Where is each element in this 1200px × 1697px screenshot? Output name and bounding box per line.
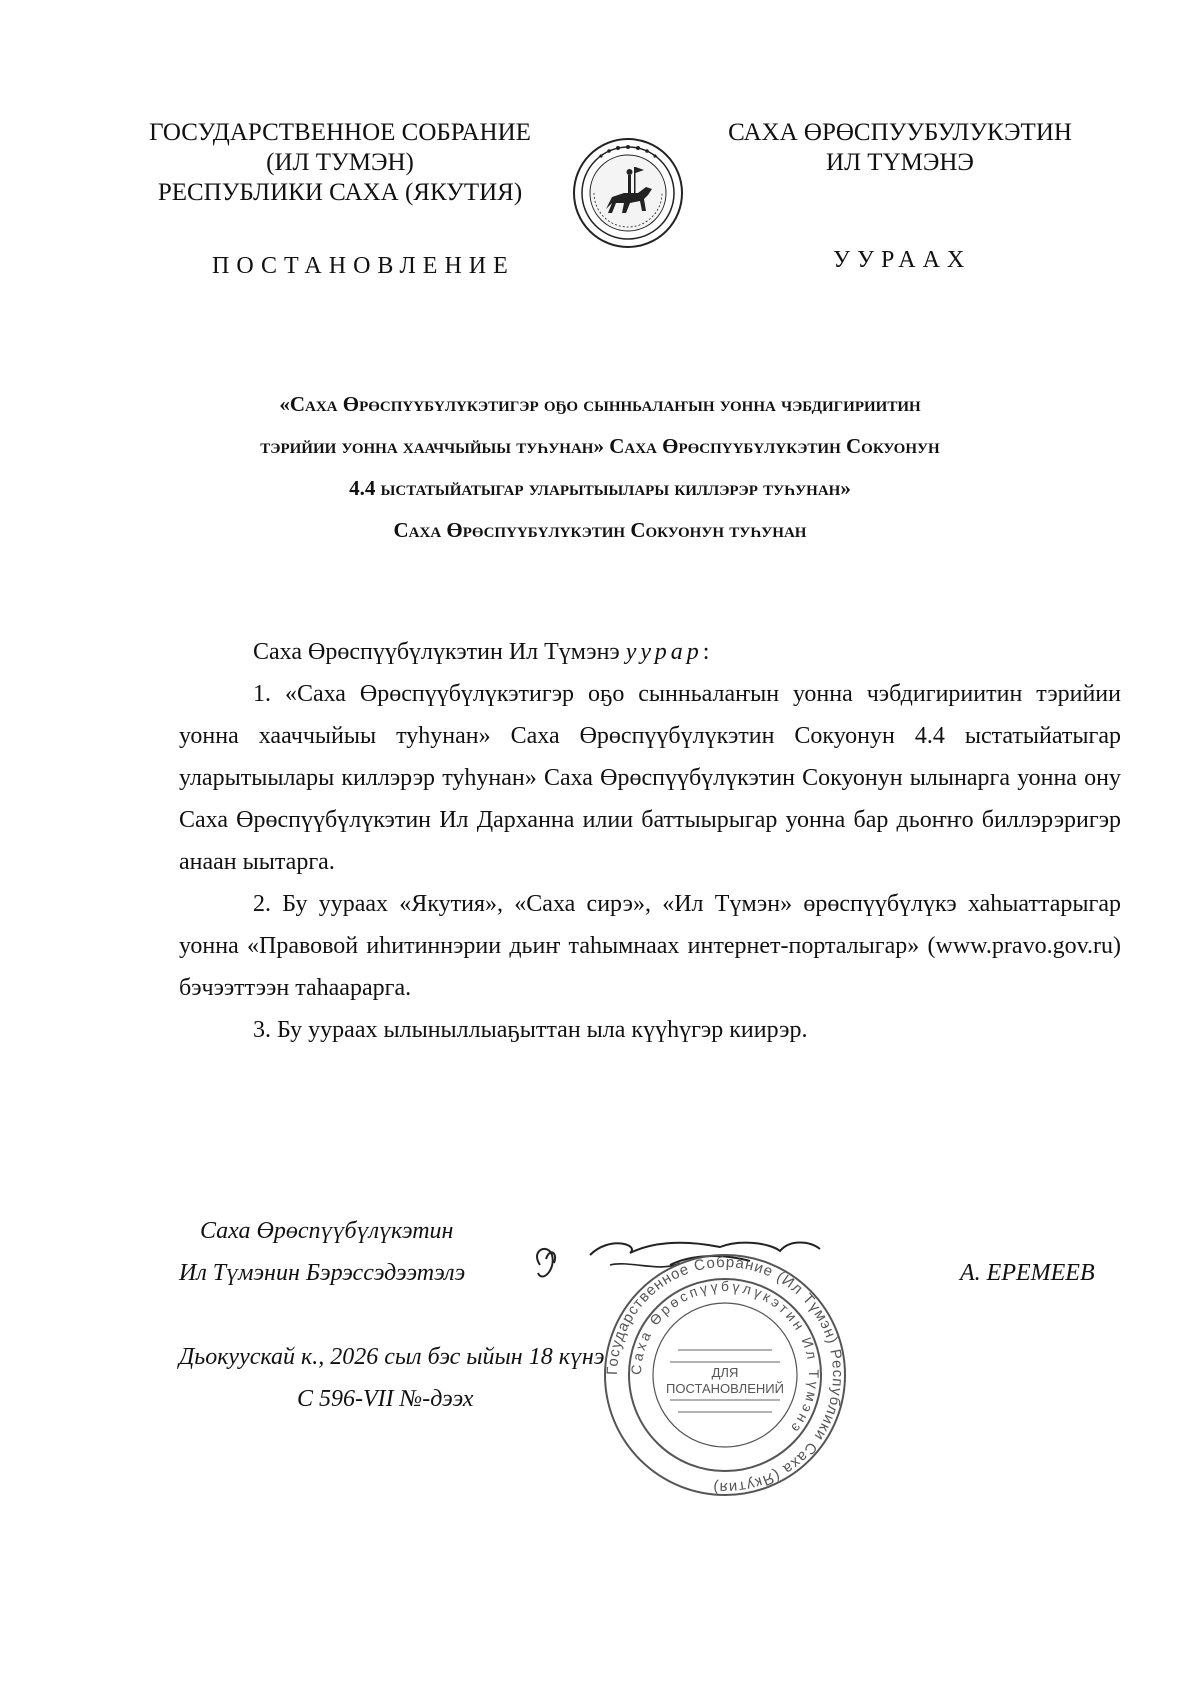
intro-suffix: :	[702, 639, 710, 665]
intro-paragraph	[179, 631, 1121, 673]
document-body	[179, 631, 1121, 1051]
signature-date-line: Дьокуускай к., 2026 сыл бэс ыйын 18 күнэ	[179, 1344, 605, 1370]
doc-kind-right: УУРААХ	[833, 247, 972, 273]
signature-position-line1: Саха Өрөспүүбүлүкэтин	[200, 1218, 454, 1244]
header-left-line2: (ИЛ ТУМЭН)	[266, 149, 414, 176]
item-2: 2. Бу уураах «Якутия», «Саха сирэ», «Ил Түмэн» өрөспүүбүлүкэ хаһыаттарыгар уонна «Правовой иһитиннэрии дьиҥ таһымнаах интернет-порталыгар» (www.pravo.gov.ru) бэчээттээн таһаарарга.	[179, 891, 1121, 1001]
title-line1: «Саха Өрөспүүбүлүкэтигэр оҕо сынньалаҥын уонна чэбдигириитин	[279, 392, 921, 416]
header-left-line3: РЕСПУБЛИКИ САХА (ЯКУТИЯ)	[157, 179, 523, 206]
seal-center-line2: ПОСТАНОВЛЕНИЙ	[666, 1381, 784, 1396]
title-line2: тэрийии уонна хааччыйыы туһунан» Саха Өрөспүүбүлүкэтин Сокуонун	[260, 434, 940, 458]
title-line3: 4.4 ыстатыйатыгар уларытыылары киллэрэр туһунан»	[349, 476, 851, 500]
official-seal-icon	[600, 1250, 850, 1500]
doc-kind-left: ПОСТАНОВЛЕНИЕ	[212, 253, 515, 279]
item-1: 1. «Саха Өрөспүүбүлүкэтигэр оҕо сынньалаҥын уонна чэбдигириитин тэрийии уонна хааччыйыы туһунан» Саха Өрөспүүбүлүкэтин Сокуонун 4.4 ыстатыйатыгар уларытыылары киллэрэр туһунан» Саха Өрөспүүбүлүкэтин Сокуонун ылынарга уонна ону Саха Өрөспүүбүлүкэтин Ил Дарханна илии баттыырыгар уонна бар дьоҥҥо биллэрэригэр анаан ыытарга.	[179, 681, 1121, 875]
header-left-line1: ГОСУДАРСТВЕННОЕ СОБРАНИЕ	[149, 119, 531, 146]
signatory-name: А. ЕРЕМЕЕВ	[960, 1260, 1095, 1286]
header-right-line2: ИЛ ТҮМЭНЭ	[826, 149, 974, 176]
intro-prefix: Саха Өрөспүүбүлүкэтин Ил Түмэнэ	[253, 639, 626, 665]
title-line4: Саха Өрөспүүбүлүкэтин Сокуонун туһунан	[393, 518, 807, 542]
document-title	[150, 383, 1050, 551]
signature-number-line: С 596-VII №-дээх	[297, 1386, 474, 1412]
seal-center-line1: ДЛЯ	[711, 1365, 739, 1380]
header-right	[720, 118, 1080, 178]
signature-position-line2: Ил Түмэнин Бэрэссэдээтэлэ	[179, 1260, 466, 1286]
intro-decree-word: уурар	[625, 639, 703, 665]
seal-inner-text: Саха Өрөспүүбүлүкэтин Ил Түмэнэ	[627, 1277, 823, 1438]
seal-outer-text: Государственное Собрание (Ил Түмэн) Республики Саха (Якутия)	[603, 1253, 847, 1497]
sakha-republic-emblem-icon	[572, 137, 684, 249]
header-left	[145, 118, 535, 208]
header-right-line1: САХА ӨРӨСПУУБУЛУКЭТИН	[728, 119, 1072, 146]
svg-text:Саха Өрөспүүбүлүкэтин Ил Түмэн	[628, 1278, 822, 1438]
item-3: 3. Бу уураах ылыныллыаҕыттан ыла күүһүгэр киирэр.	[253, 1017, 808, 1043]
